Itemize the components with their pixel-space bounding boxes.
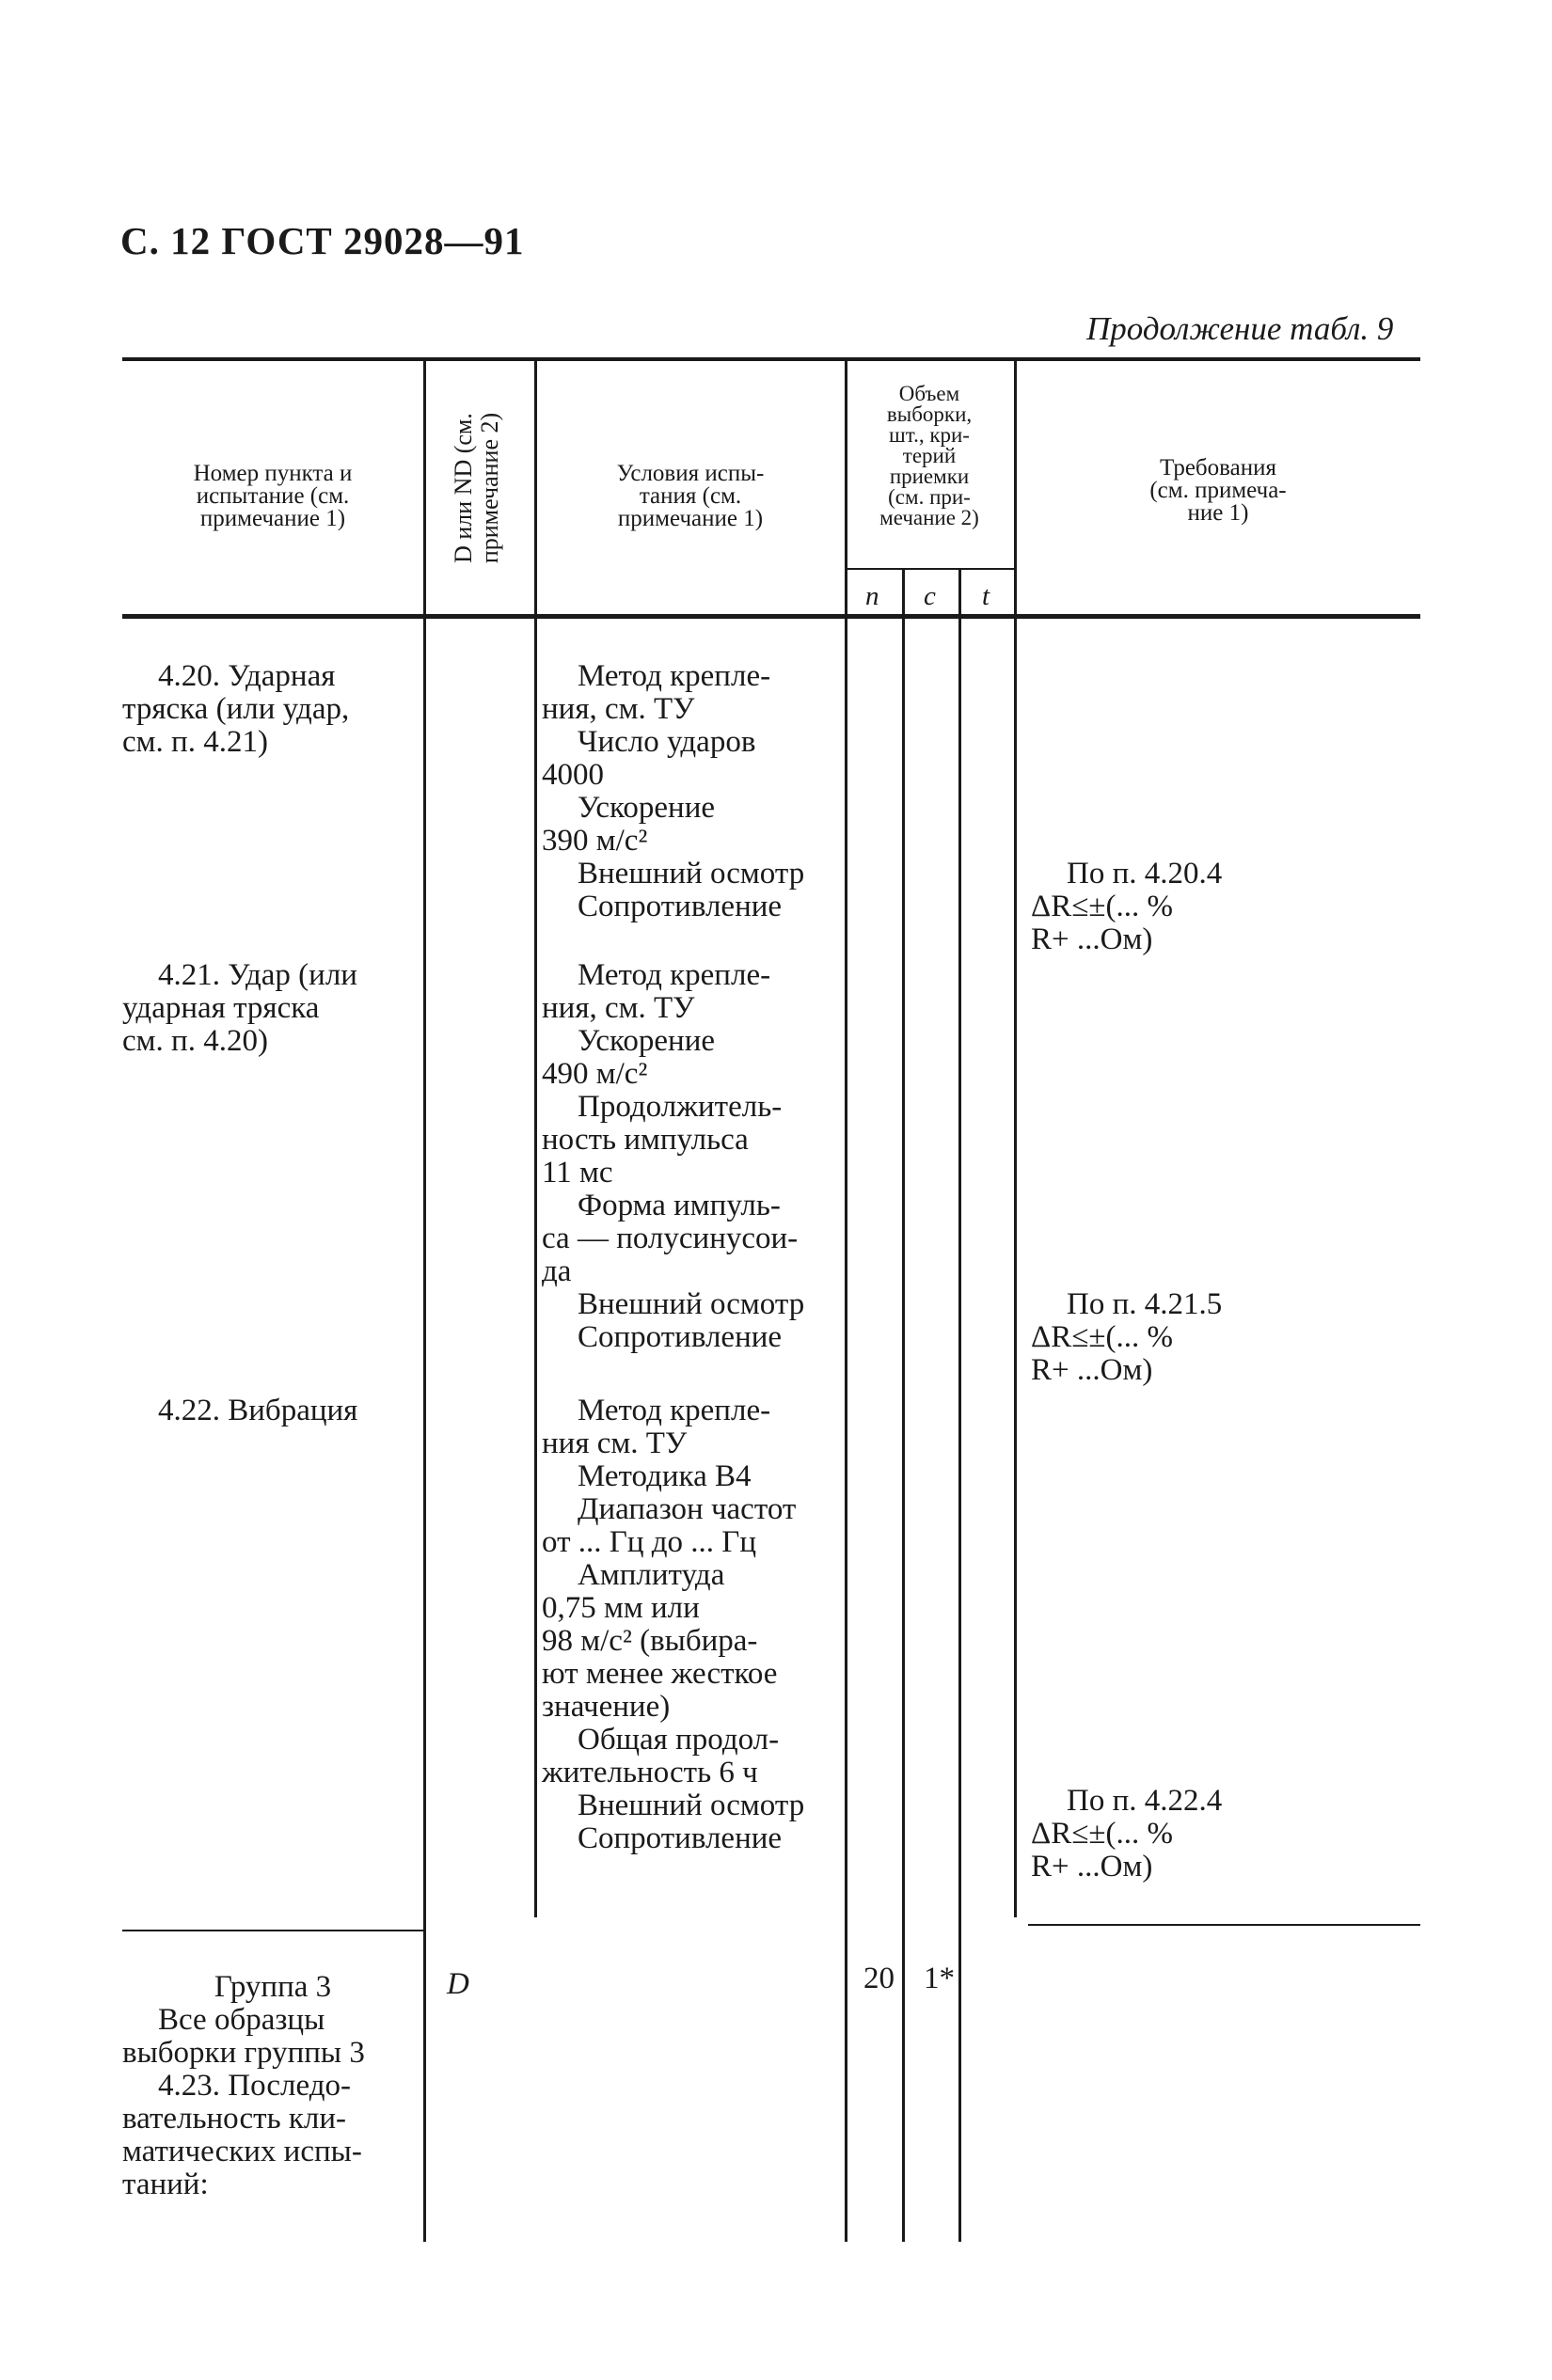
- header-sample-line: приемки: [889, 465, 970, 488]
- condition-line: са — полусинусои-: [542, 1222, 799, 1255]
- group-3-line: Все образцы: [158, 2003, 325, 2037]
- group-3-c-value: 1*: [924, 1962, 955, 1995]
- group3-separator-rule: [122, 1930, 423, 1931]
- header-sample-line: шт., кри-: [889, 423, 970, 447]
- requirement-line: ΔR≤±(... %: [1031, 1817, 1173, 1851]
- group-3-n-value: 20: [863, 1962, 895, 1995]
- row-4-22-conditions: [542, 1395, 841, 1855]
- header-d-nd-column: [451, 375, 509, 601]
- condition-line: Амплитуда: [578, 1558, 725, 1592]
- requirement-line: ΔR≤±(... %: [1031, 1320, 1173, 1354]
- condition-line: ния см. ТУ: [542, 1426, 688, 1460]
- condition-line: Форма импуль-: [578, 1189, 781, 1222]
- requirement-line: По п. 4.22.4: [1067, 1784, 1223, 1818]
- condition-line: Сопротивление: [578, 890, 783, 923]
- condition-line: ния, см. ТУ: [542, 692, 695, 726]
- condition-line: 0,75 мм или: [542, 1591, 700, 1625]
- group-3-line: матических испы-: [122, 2135, 362, 2168]
- condition-line: Метод крепле-: [578, 958, 771, 992]
- condition-line: 11 мс: [542, 1156, 613, 1190]
- col-divider-c-t: [958, 570, 961, 2242]
- col-divider-3: [845, 361, 847, 2242]
- header-sub-t: t: [982, 581, 990, 611]
- header-sample-line: выборки,: [886, 402, 973, 426]
- condition-line: Ускорение: [578, 1024, 716, 1058]
- condition-line: да: [542, 1254, 572, 1288]
- row-4-20-requirements: [1031, 858, 1313, 956]
- requirement-line: По п. 4.20.4: [1067, 857, 1223, 891]
- requirement-line: По п. 4.21.5: [1067, 1287, 1223, 1321]
- condition-line: Число ударов: [578, 725, 756, 759]
- header-item-line: испытание (см.: [196, 483, 350, 509]
- group-3-d-value: D: [447, 1967, 469, 2001]
- row-4-21-conditions: [542, 959, 841, 1354]
- condition-line: Методика В4: [578, 1459, 752, 1493]
- item-line: 4.22. Вибрация: [158, 1394, 358, 1427]
- page-title: С. 12 ГОСТ 29028—91: [120, 219, 525, 262]
- header-sample-line: (см. при-: [888, 485, 971, 509]
- table-top-rule: [122, 357, 1420, 361]
- col-divider-1: [423, 361, 426, 2242]
- group-3-line: 4.23. Последо-: [158, 2069, 352, 2103]
- condition-line: Сопротивление: [578, 1320, 783, 1354]
- requirement-line: R+ ...Ом): [1031, 1850, 1153, 1884]
- condition-line: Внешний осмотр: [578, 1287, 805, 1321]
- condition-line: значение): [542, 1690, 671, 1724]
- item-line: 4.20. Ударная: [158, 659, 336, 693]
- condition-line: от ... Гц до ... Гц: [542, 1525, 757, 1559]
- item-line: ударная тряска: [122, 991, 320, 1025]
- requirement-line: ΔR≤±(... %: [1031, 890, 1173, 923]
- group-3-line: вательность кли-: [122, 2102, 347, 2136]
- header-sub-c: c: [924, 581, 936, 611]
- header-bottom-rule: [122, 614, 1420, 619]
- subheader-rule: [847, 568, 1014, 570]
- condition-line: 490 м/с²: [542, 1057, 648, 1091]
- header-requirements-line: ние 1): [1187, 500, 1249, 526]
- condition-line: 390 м/с²: [542, 824, 648, 858]
- condition-line: Сопротивление: [578, 1821, 783, 1855]
- header-item-line: Номер пункта и: [193, 461, 353, 486]
- condition-line: Метод крепле-: [578, 1394, 771, 1427]
- condition-line: Внешний осмотр: [578, 1789, 805, 1822]
- condition-line: Внешний осмотр: [578, 857, 805, 891]
- col-divider-4: [1014, 361, 1017, 1917]
- condition-line: 4000: [542, 758, 604, 792]
- col-divider-n-c: [902, 570, 905, 2242]
- header-conditions-column: [541, 463, 840, 530]
- col-divider-2: [534, 361, 537, 1917]
- condition-line: Продолжитель-: [578, 1090, 783, 1124]
- header-sample-line: терий: [902, 444, 957, 467]
- row-4-22-requirements: [1031, 1785, 1313, 1884]
- row-4-21-item: [122, 959, 421, 1058]
- header-sample-column: [848, 384, 1010, 528]
- condition-line: 98 м/с² (выбира-: [542, 1624, 758, 1658]
- requirements-separator-rule: [1028, 1924, 1420, 1926]
- condition-line: Общая продол-: [578, 1723, 780, 1757]
- requirement-line: R+ ...Ом): [1031, 1353, 1153, 1387]
- header-conditions-line: примечание 1): [617, 506, 764, 531]
- header-conditions-line: Условия испы-: [616, 461, 765, 486]
- condition-line: ния, см. ТУ: [542, 991, 695, 1025]
- requirement-line: R+ ...Ом): [1031, 922, 1153, 956]
- row-4-21-requirements: [1031, 1288, 1313, 1387]
- item-line: см. п. 4.21): [122, 725, 268, 759]
- header-item-line: примечание 1): [199, 506, 346, 531]
- condition-line: Диапазон частот: [578, 1492, 797, 1526]
- group-3-line: таний:: [122, 2167, 209, 2201]
- header-sample-line: Объем: [898, 382, 960, 405]
- header-item-column: [127, 463, 419, 530]
- condition-line: жительность 6 ч: [542, 1756, 758, 1789]
- item-line: см. п. 4.20): [122, 1024, 268, 1058]
- header-d-nd-line-2: примечание 2): [476, 412, 503, 564]
- group-3-line: выборки группы 3: [122, 2036, 365, 2070]
- header-requirements-line: Требования: [1160, 455, 1276, 481]
- condition-line: Ускорение: [578, 791, 716, 825]
- group-3-line: Группа 3: [214, 1970, 332, 2004]
- header-sample-line: мечание 2): [879, 506, 979, 529]
- header-requirements-line: (см. примеча-: [1149, 478, 1287, 503]
- item-line: 4.21. Удар (или: [158, 958, 357, 992]
- row-4-22-item: [122, 1395, 421, 1427]
- header-requirements-column: [1021, 457, 1416, 525]
- table-continuation-label: Продолжение табл. 9: [1086, 310, 1394, 347]
- row-4-20-conditions: [542, 660, 841, 923]
- group-3-item: [122, 1971, 423, 2201]
- condition-line: ность импульса: [542, 1123, 749, 1157]
- item-line: тряска (или удар,: [122, 692, 350, 726]
- header-conditions-line: тания (см.: [639, 483, 742, 509]
- condition-line: ют менее жесткое: [542, 1657, 778, 1691]
- header-sub-n: n: [865, 581, 879, 611]
- header-d-nd-line-1: D или ND (см.: [450, 413, 477, 563]
- row-4-20-item: [122, 660, 421, 759]
- condition-line: Метод крепле-: [578, 659, 771, 693]
